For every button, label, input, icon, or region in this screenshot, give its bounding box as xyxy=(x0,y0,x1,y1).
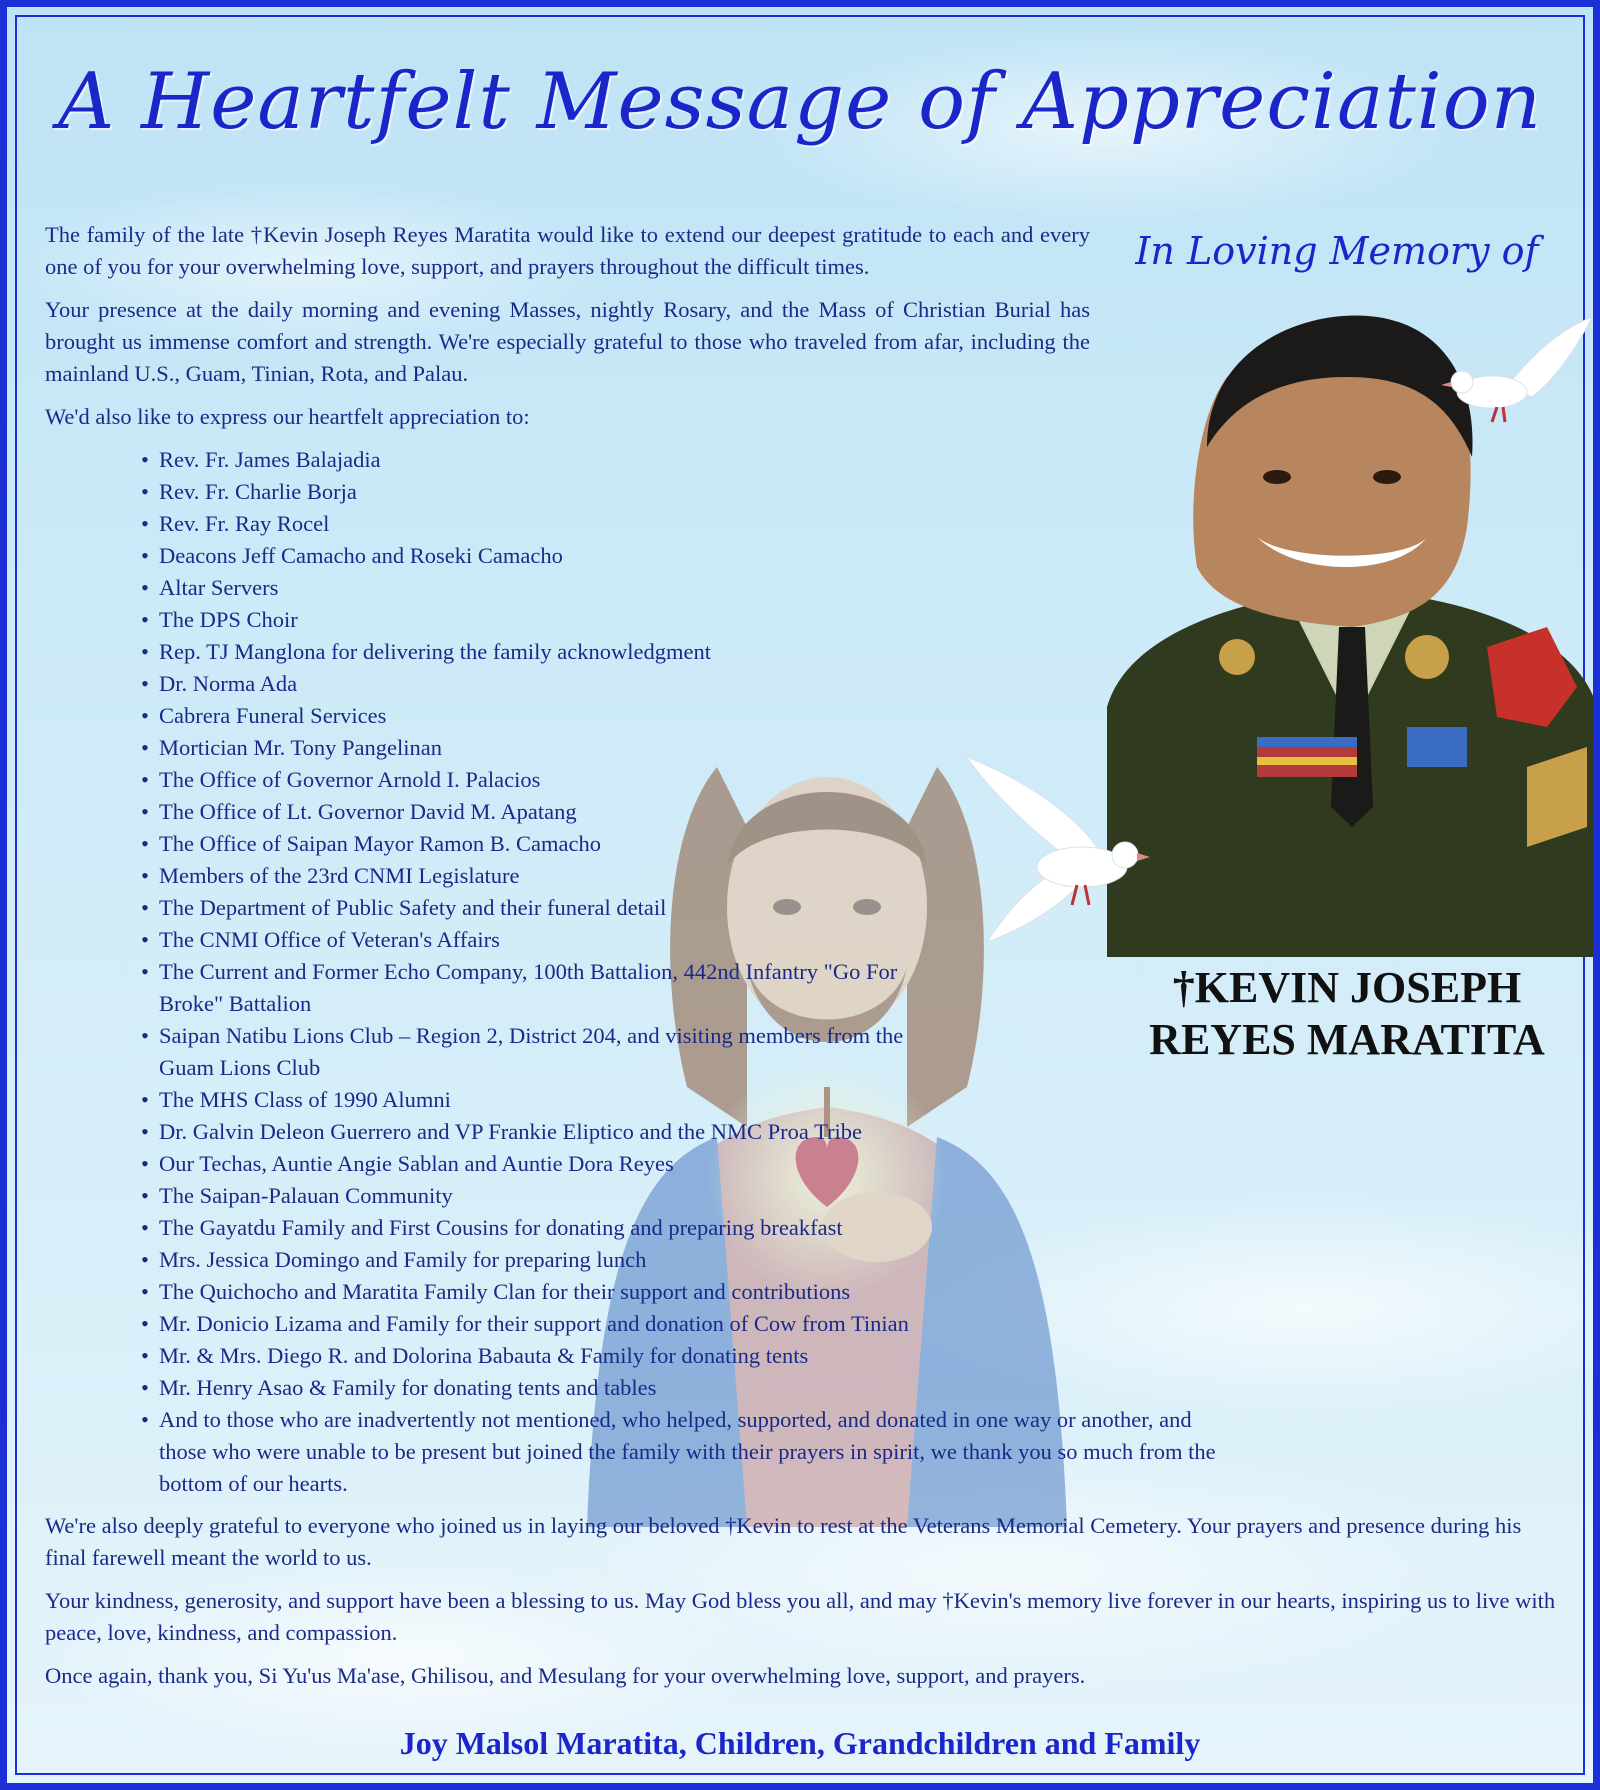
list-item: • Dr. Galvin Deleon Guerrero and VP Frankie Eliptico and the NMC Proa Tribe xyxy=(141,1116,1059,1148)
list-item: • Mrs. Jessica Domingo and Family for preparing lunch xyxy=(141,1244,1059,1276)
list-item: • Rev. Fr. James Balajadia xyxy=(141,444,959,476)
list-item: • The Office of Lt. Governor David M. Apatang xyxy=(141,796,959,828)
list-item: • The Office of Saipan Mayor Ramon B. Camacho xyxy=(141,828,959,860)
list-item: • Rep. TJ Manglona for delivering the family acknowledgment xyxy=(141,636,959,668)
list-item: • The MHS Class of 1990 Alumni xyxy=(141,1084,1059,1116)
closing-paragraph: Once again, thank you, Si Yu'us Ma'ase, Ghilisou, and Mesulang for your overwhelming love, support, and prayers. xyxy=(45,1663,1086,1688)
list-item: • The Saipan-Palauan Community xyxy=(141,1180,1059,1212)
list-item: • Altar Servers xyxy=(141,572,959,604)
list-item: • Saipan Natibu Lions Club – Region 2, District 204, and visiting members from the Guam Lions Club xyxy=(141,1020,959,1084)
appreciation-list xyxy=(45,444,1565,1500)
list-item: • The Quichocho and Maratita Family Clan for their support and contributions xyxy=(141,1276,1059,1308)
list-item: • Our Techas, Auntie Angie Sablan and Auntie Dora Reyes xyxy=(141,1148,1059,1180)
deceased-name-line2: REYES MARATITA xyxy=(1149,1015,1545,1064)
list-item: • The Gayatdu Family and First Cousins for donating and preparing breakfast xyxy=(141,1212,1059,1244)
list-item: • Cabrera Funeral Services xyxy=(141,700,959,732)
list-item: • Rev. Fr. Charlie Borja xyxy=(141,476,959,508)
deceased-name-line1: †KEVIN JOSEPH xyxy=(1172,963,1522,1012)
list-lead-in: We'd also like to express our heartfelt appreciation to: xyxy=(45,404,530,429)
list-item: • Dr. Norma Ada xyxy=(141,668,959,700)
list-item: • The Office of Governor Arnold I. Palacios xyxy=(141,764,959,796)
list-item: • The Current and Former Echo Company, 100th Battalion, 442nd Infantry "Go For Broke" Battalion xyxy=(141,956,959,1020)
list-item: • And to those who are inadvertently not mentioned, who helped, supported, and donated in one way or another, and those who were unable to be present but joined the family with their prayers in spirit, we thank you so much from the bottom of our hearts. xyxy=(141,1404,1244,1500)
list-item: • The CNMI Office of Veteran's Affairs xyxy=(141,924,959,956)
memory-subtitle: In Loving Memory of xyxy=(1135,229,1539,273)
list-item: • Mortician Mr. Tony Pangelinan xyxy=(141,732,959,764)
message-body xyxy=(45,219,1565,1703)
list-item: • Members of the 23rd CNMI Legislature xyxy=(141,860,959,892)
list-item: • Mr. & Mrs. Diego R. and Dolorina Babauta & Family for donating tents xyxy=(141,1340,1059,1372)
list-item: • Mr. Henry Asao & Family for donating tents and tables xyxy=(141,1372,1059,1404)
list-item: • Mr. Donicio Lizama and Family for their support and donation of Cow from Tinian xyxy=(141,1308,1059,1340)
family-signature: Joy Malsol Maratita, Children, Grandchildren and Family xyxy=(399,1725,1201,1761)
list-item: • The DPS Choir xyxy=(141,604,959,636)
list-item: • Deacons Jeff Camacho and Roseki Camacho xyxy=(141,540,959,572)
list-item: • Rev. Fr. Ray Rocel xyxy=(141,508,959,540)
closing-paragraph: We're also deeply grateful to everyone who joined us in laying our beloved †Kevin to rest at the Veterans Memorial Cemetery. Your prayers and presence during his final farewell meant the world to us. xyxy=(45,1513,1522,1570)
list-item: • The Department of Public Safety and their funeral detail xyxy=(141,892,959,924)
closing-paragraph: Your kindness, generosity, and support have been a blessing to us. May God bless you all, and may †Kevin's memory live forever in our hearts, inspiring us to live with peace, love, kindness, and compassion. xyxy=(45,1588,1556,1645)
intro-paragraph: The family of the late †Kevin Joseph Reyes Maratita would like to extend our deepest gratitude to each and every one of you for your overwhelming love, support, and prayers throughout the difficult times. xyxy=(45,222,1090,279)
intro-paragraph: Your presence at the daily morning and evening Masses, nightly Rosary, and the Mass of Christian Burial has brought us immense comfort and strength. We're especially grateful to those who traveled from afar, including the mainland U.S., Guam, Tinian, Rota, and Palau. xyxy=(45,297,1090,386)
page-title: A Heartfelt Message of Appreciation xyxy=(58,57,1542,147)
